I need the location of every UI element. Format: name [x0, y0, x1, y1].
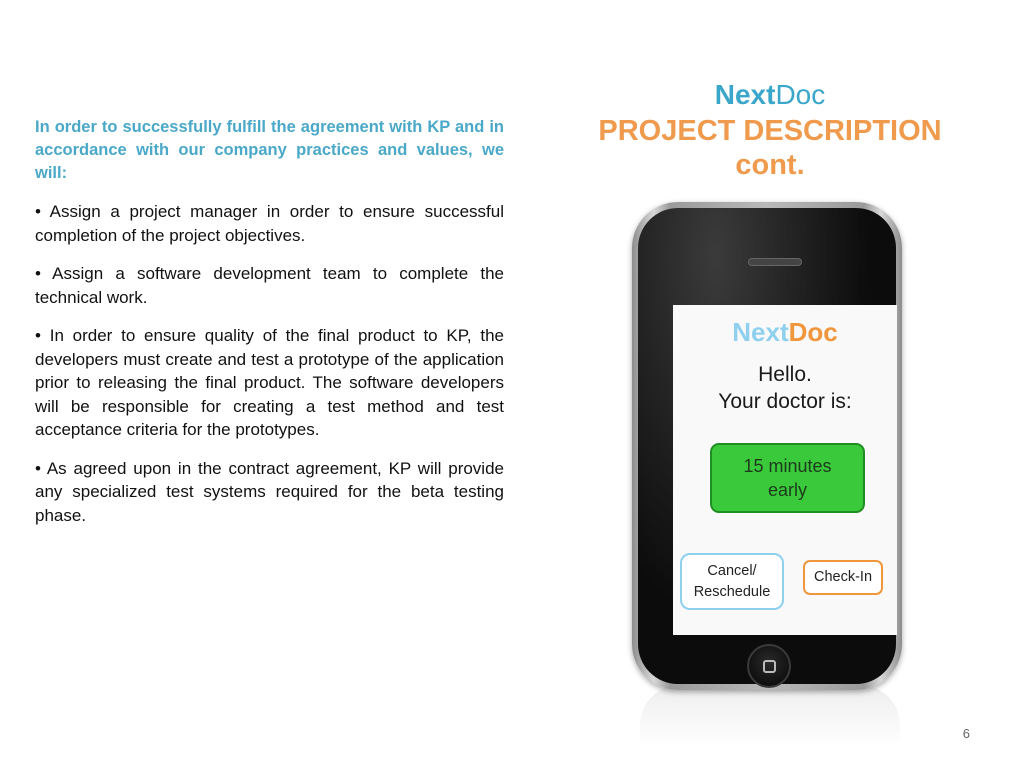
home-square-icon: [763, 660, 776, 673]
brand-logo: [560, 78, 980, 112]
speaker-icon: [748, 258, 802, 266]
intro-paragraph: In order to successfully fulfill the agreement with KP and in accordance with our company practices and values, we will:: [35, 118, 504, 182]
app-logo-doc: Doc: [788, 317, 838, 347]
greeting-line-1: Hello.: [758, 363, 812, 386]
bullet-beta-testing: • As agreed upon in the contract agreement, KP will provide any specialized test systems required for the beta testing phase.: [35, 458, 504, 525]
greeting-text: [673, 361, 897, 415]
home-button[interactable]: [747, 644, 791, 688]
title-line-2: cont.: [735, 149, 805, 181]
slide-title: [560, 78, 980, 183]
title-line-1: PROJECT DESCRIPTION: [598, 115, 942, 147]
brand-next: Next: [714, 79, 776, 110]
cancel-line-2: Reschedule: [693, 584, 771, 600]
doctor-status-badge: [710, 443, 865, 513]
status-line-2: early: [767, 480, 807, 500]
app-logo: [673, 317, 897, 348]
phone-mockup: [620, 190, 920, 750]
page-number: 6: [962, 726, 970, 741]
bullet-project-manager: • Assign a project manager in order to ensure successful completion of the project objectives.: [35, 202, 504, 245]
cancel-line-1: Cancel/: [707, 563, 757, 579]
phone-reflection: [640, 685, 900, 747]
brand-doc: Doc: [775, 79, 826, 110]
status-line-1: 15 minutes: [743, 456, 832, 476]
bullet-prototype-testing: • In order to ensure quality of the final product to KP, the developers must create and test a prototype of the application prior to releasing the final product. The software developers will be responsible for creating a test method and test acceptance criteria for the prototypes.: [35, 326, 504, 439]
content-column: [35, 116, 504, 542]
phone-front: [638, 208, 896, 684]
cancel-reschedule-button[interactable]: [680, 553, 784, 610]
app-logo-next: Next: [732, 317, 789, 347]
phone-screen: [673, 305, 897, 635]
bullet-dev-team: • Assign a software development team to complete the technical work.: [35, 264, 504, 307]
check-in-button[interactable]: Check-In: [803, 560, 883, 595]
greeting-line-2: Your doctor is:: [718, 390, 852, 413]
